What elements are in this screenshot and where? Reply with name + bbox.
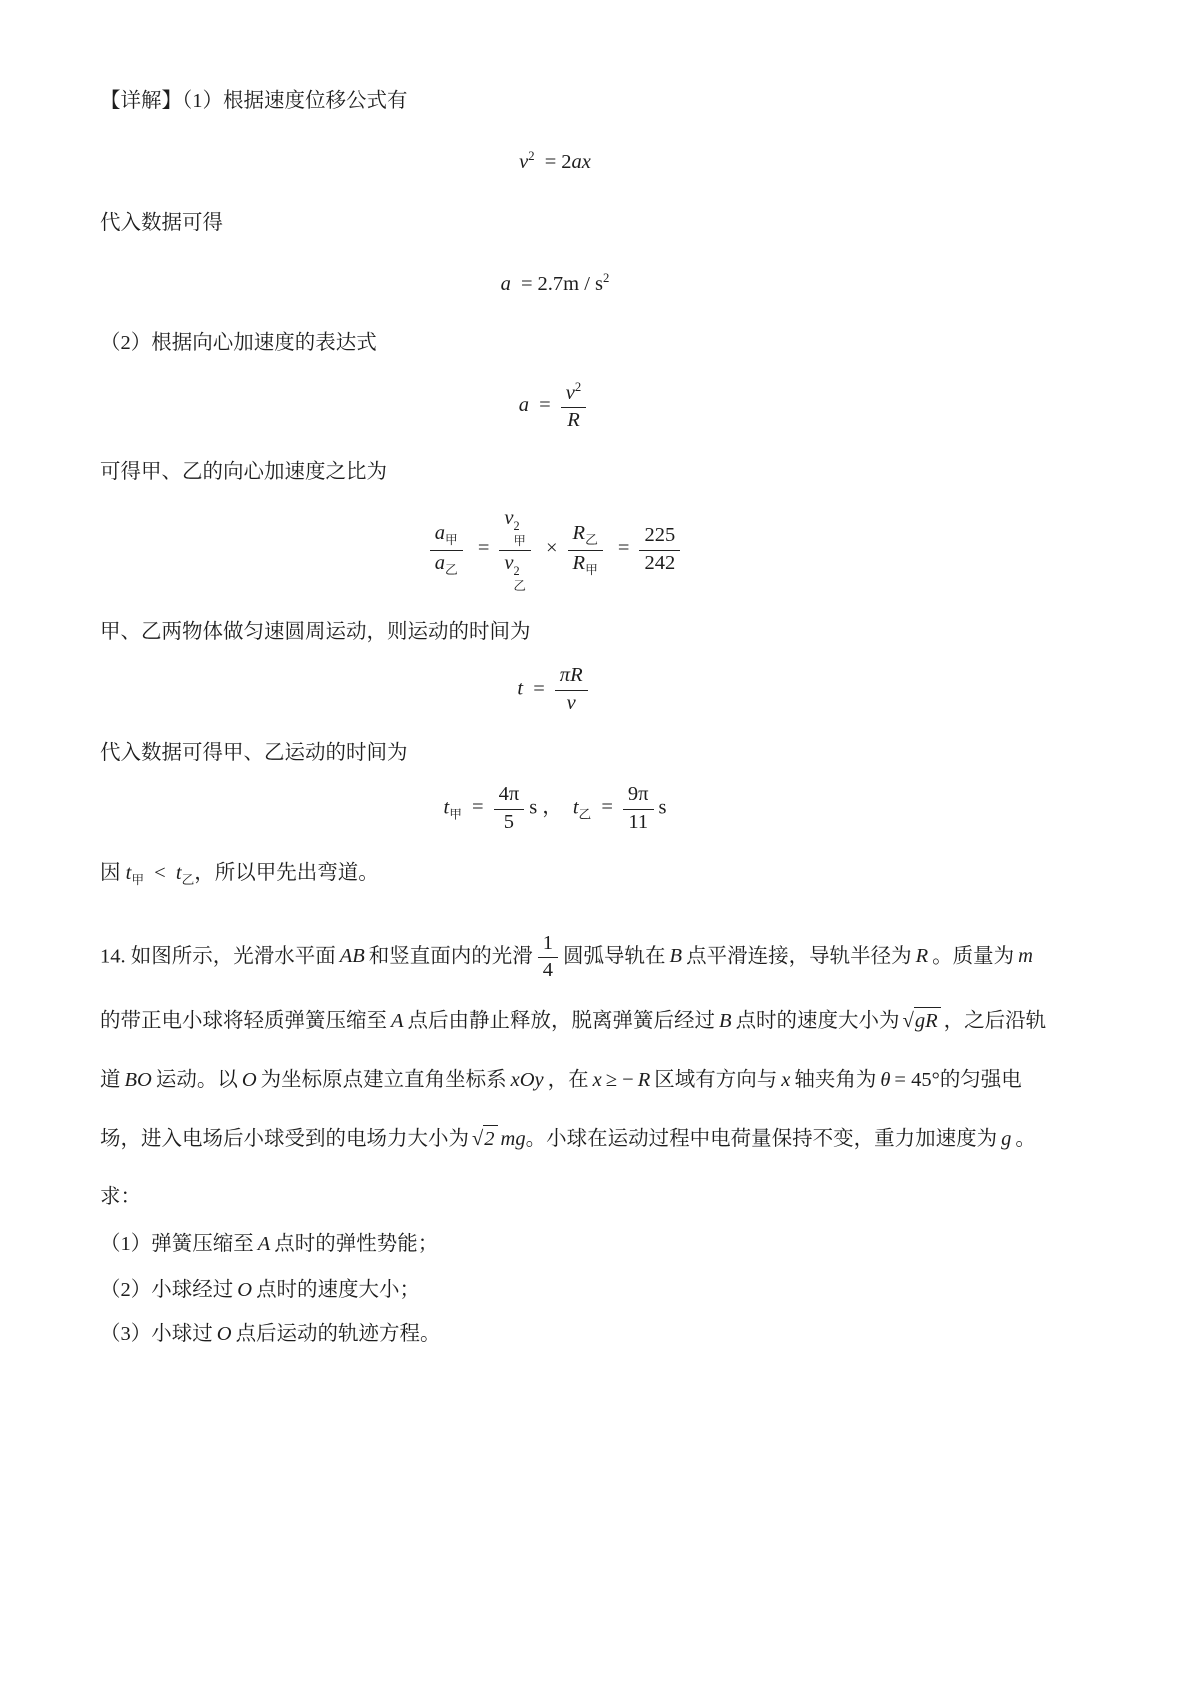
eq2-variable-a: a <box>500 272 511 295</box>
problem14-item-3 <box>100 1321 1116 1349</box>
p14-l3-text-3: ，在 <box>547 1069 589 1092</box>
p14-l1-var-AB: AB <box>339 944 365 967</box>
eq4-f3-den-var: R <box>572 551 586 574</box>
eq1-variable-v: v <box>519 150 529 173</box>
problem14-line2 <box>100 1007 1116 1036</box>
eq5-variable-t: t <box>517 677 524 700</box>
problem14-line1 <box>100 932 1116 983</box>
p14-l1-text-0: 14. 如图所示，光滑水平面 <box>100 944 336 967</box>
p14-l3-var-R: R <box>637 1069 651 1092</box>
p14-sqrt-gR-sign: √ <box>902 1009 914 1032</box>
p7-t-jia-var: t <box>125 862 132 885</box>
p14-l3-text-5: 轴夹角为 <box>794 1069 877 1092</box>
p7-t-yi-var: t <box>175 862 182 885</box>
p14-l3-var-x2: x <box>781 1069 791 1092</box>
eq4-result-denominator: 242 <box>644 551 676 574</box>
equation-acceleration-ratio <box>100 507 1010 593</box>
p14-l4-text-0: 场，进入电场后小球受到的电场力大小为 <box>100 1128 469 1150</box>
eq4-equals-1: = <box>477 537 490 560</box>
eq4-fraction-a <box>430 522 463 577</box>
eq1-coefficient: 2 <box>561 150 572 173</box>
p14-l2-text-1: 点后由静止释放，脱离弹簧后经过 <box>407 1009 716 1032</box>
equation-velocity-displacement <box>100 148 1010 177</box>
eq6-fraction-yi <box>623 783 654 834</box>
equation-centripetal-acceleration <box>100 380 1010 433</box>
eq4-fraction-R <box>568 522 603 577</box>
p14-item2-text-0: （2）小球经过 <box>100 1279 234 1302</box>
p14-l1-var-B: B <box>669 944 683 967</box>
eq6-t-yi-sub: 乙 <box>578 807 592 822</box>
p14-l2-text-3: ，之后沿轨 <box>943 1009 1047 1032</box>
p14-item3-var-O: O <box>216 1322 232 1345</box>
p14-l3-text-2: 为坐标原点建立直角坐标系 <box>260 1069 507 1092</box>
eq3-variable-a: a <box>518 394 530 417</box>
p7-less-than: < <box>154 862 166 885</box>
p14-item3-text-1: 点后运动的轨迹方程。 <box>235 1322 441 1345</box>
p14-l3-text-4: 区域有方向与 <box>654 1069 778 1092</box>
p14-l2-var-B: B <box>719 1009 732 1032</box>
eq6-f2-numerator: 9π <box>623 783 654 810</box>
p14-sqrt-2mg-sign: √ <box>472 1128 484 1150</box>
p7-text-start: 因 <box>100 862 121 885</box>
p7-t-jia-sub: 甲 <box>131 873 145 888</box>
eq6-f1-denominator: 5 <box>503 810 515 833</box>
p14-l4-var-g: g <box>1001 1128 1012 1150</box>
p14-item3-text-0: （3）小球过 <box>100 1322 213 1345</box>
uniform-circular-motion-paragraph: 甲、乙两物体做匀速圆周运动，则运动的时间为 <box>100 620 531 643</box>
p14-l2-text-2: 点时的速度大小为 <box>735 1009 900 1032</box>
p14-quarter-fraction <box>538 932 558 983</box>
p14-item1-text-0: （1）弹簧压缩至 <box>100 1233 254 1256</box>
eq4-f1-den-var: a <box>434 551 446 574</box>
p7-t-yi-sub: 乙 <box>181 873 195 888</box>
problem14-line4 <box>100 1125 1116 1154</box>
p14-sqrt-gR-radicand: gR <box>914 1007 941 1036</box>
p7-text-end: ，所以甲先出弯道。 <box>194 862 379 885</box>
p14-quarter-denominator: 4 <box>542 959 554 982</box>
eq2-unit: m / s <box>563 272 604 295</box>
eq1-exponent: 2 <box>528 148 535 163</box>
p14-l3-text-7: 的匀强电 <box>939 1069 1022 1092</box>
problem14-line3 <box>100 1067 1116 1095</box>
eq4-result-numerator: 225 <box>639 524 680 551</box>
eq6-fraction-jia <box>494 783 525 834</box>
p14-l4-var-mg: mg <box>500 1128 526 1150</box>
eq4-f1-den-sub: 乙 <box>445 562 458 577</box>
p14-l3-var-x1: x <box>592 1069 602 1092</box>
p14-l3-operator: ≥ − <box>605 1069 634 1092</box>
p14-l3-var-theta: θ <box>880 1069 891 1092</box>
eq4-f2-num-sup: 2 <box>513 519 520 534</box>
eq4-f3-num-sub: 乙 <box>585 533 598 548</box>
eq3-numerator-v: v <box>565 381 575 404</box>
eq5-numerator: πR <box>555 664 588 691</box>
eq6-unit-1: s <box>529 796 538 819</box>
p14-item2-text-1: 点时的速度大小； <box>256 1279 421 1302</box>
p14-l1-text-2: 圆弧导轨在 <box>563 944 666 967</box>
substitute-data-paragraph: 代入数据可得 <box>100 212 223 235</box>
p14-l4-text-2: 。 <box>1015 1128 1036 1150</box>
p14-l3-text-0: 道 <box>100 1069 121 1092</box>
p14-sqrt-gR <box>903 1007 941 1036</box>
eq3-denominator-R: R <box>567 409 580 432</box>
eq6-t-jia-sub: 甲 <box>449 807 462 822</box>
substitute-times-paragraph: 代入数据可得甲、乙运动的时间为 <box>100 741 408 764</box>
p14-l4-text-1: 。小球在运动过程中电荷量保持不变，重力加速度为 <box>525 1128 998 1150</box>
equation-acceleration-value <box>100 270 1010 299</box>
p14-l1-text-1: 和竖直面内的光滑 <box>368 944 533 967</box>
eq6-equals-1: = <box>472 796 484 819</box>
eq4-f1-num-sub: 甲 <box>445 533 458 548</box>
eq5-equals: = <box>533 677 545 700</box>
eq4-f2-num-var: v <box>504 506 514 529</box>
ratio-intro-paragraph: 可得甲、乙的向心加速度之比为 <box>100 460 387 483</box>
eq3-numerator-exponent: 2 <box>574 380 582 395</box>
equation-times-result <box>100 783 1010 834</box>
problem14-ask-label: 求： <box>100 1185 141 1208</box>
p14-l3-var-BO: BO <box>124 1069 152 1092</box>
eq2-value: 2.7 <box>537 272 564 295</box>
eq4-f3-num-var: R <box>572 521 586 544</box>
p14-l1-text-3: 点平滑连接，导轨半径为 <box>686 944 912 967</box>
eq4-fraction-result <box>639 524 680 575</box>
p14-l2-text-0: 的带正电小球将轻质弹簧压缩至 <box>100 1009 387 1032</box>
eq6-equals-2: = <box>601 796 613 819</box>
equation-time <box>100 664 1010 715</box>
eq4-multiply-sign: × <box>545 537 558 560</box>
p14-item1-text-1: 点时的弹性势能； <box>274 1233 439 1256</box>
p14-item1-var-A: A <box>257 1233 271 1256</box>
p14-l3-var-xOy: xOy <box>510 1069 544 1092</box>
eq4-fraction-v <box>499 507 530 593</box>
p14-quarter-numerator: 1 <box>538 932 558 959</box>
p14-l1-text-4: 。质量为 <box>932 944 1015 967</box>
problem14-item-1 <box>100 1231 1116 1259</box>
eq4-f3-den-sub: 甲 <box>585 562 598 577</box>
eq5-fraction <box>555 664 588 715</box>
eq4-f2-den-var: v <box>504 551 514 574</box>
problem14-item-2 <box>100 1277 1116 1305</box>
conclusion-paragraph <box>100 860 1116 889</box>
eq1-variables-ax: ax <box>571 150 591 173</box>
eq4-equals-2: = <box>617 537 630 560</box>
centripetal-expression-paragraph: （2）根据向心加速度的表达式 <box>100 332 377 355</box>
eq1-equals: = <box>544 150 557 173</box>
eq6-t-jia-var: t <box>443 796 450 819</box>
eq6-t-yi-var: t <box>572 796 579 819</box>
eq6-f2-denominator: 11 <box>628 810 649 833</box>
eq5-denominator: v <box>566 691 576 714</box>
eq6-comma: ， <box>542 796 563 819</box>
eq6-unit-2: s <box>658 796 667 819</box>
p14-sqrt-2mg <box>472 1125 498 1154</box>
p14-l1-var-m: m <box>1018 944 1033 967</box>
p14-l3-angle-value: = 45° <box>894 1069 940 1092</box>
eq4-f1-num-var: a <box>434 521 446 544</box>
p14-sqrt-2mg-radicand: 2 <box>483 1125 497 1154</box>
eq4-f2-den-sub: 乙 <box>513 578 526 593</box>
eq3-fraction <box>561 380 586 433</box>
p14-l3-text-1: 运动。以 <box>155 1069 238 1092</box>
p14-l3-var-O: O <box>241 1069 257 1092</box>
eq2-unit-exponent: 2 <box>603 270 610 285</box>
p14-l1-var-R: R <box>915 944 929 967</box>
eq4-f2-num-sub: 甲 <box>513 533 526 548</box>
p14-item2-var-O: O <box>237 1279 253 1302</box>
eq4-f2-den-sup: 2 <box>513 564 520 579</box>
eq3-equals: = <box>539 394 551 417</box>
p14-l2-var-A: A <box>391 1009 404 1032</box>
eq6-f1-numerator: 4π <box>494 783 525 810</box>
detail-intro-paragraph: 【详解】（1）根据速度位移公式有 <box>100 90 408 112</box>
eq2-equals: = <box>520 272 533 295</box>
